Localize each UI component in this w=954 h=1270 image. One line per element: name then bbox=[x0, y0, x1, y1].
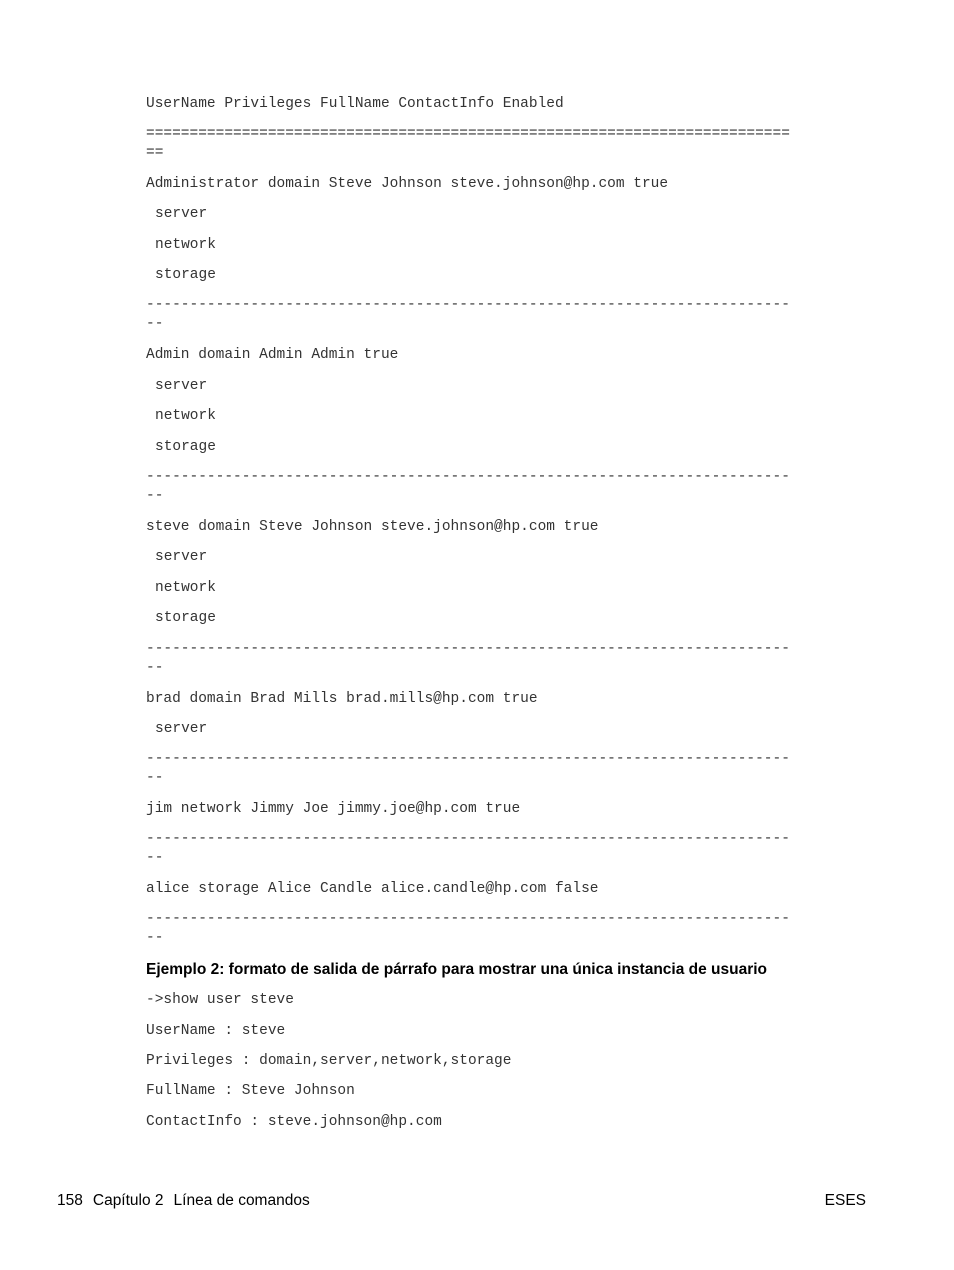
command-line: ->show user steve bbox=[146, 992, 294, 1008]
output-line: FullName : Steve Johnson bbox=[146, 1083, 355, 1099]
double-rule: ========================================================================== bbox=[146, 126, 790, 142]
output-line: ContactInfo : steve.johnson@hp.com bbox=[146, 1114, 442, 1130]
example-heading: Ejemplo 2: formato de salida de párrafo para mostrar una única instancia de usuario bbox=[146, 961, 768, 978]
table-header: UserName Privileges FullName ContactInfo Enabled bbox=[146, 96, 564, 112]
dash-rule-wrap: -- bbox=[146, 850, 164, 866]
table-row: jim network Jimmy Joe jimmy.joe@hp.com true bbox=[146, 801, 521, 817]
page-number: 158 bbox=[57, 1192, 83, 1209]
privilege-line: server bbox=[155, 378, 208, 394]
privilege-line: server bbox=[155, 721, 208, 737]
privilege-line: storage bbox=[155, 610, 216, 626]
privilege-line: network bbox=[155, 580, 216, 596]
page-footer-right: ESES bbox=[824, 1192, 866, 1209]
table-row: brad domain Brad Mills brad.mills@hp.com true bbox=[146, 691, 538, 707]
privilege-line: server bbox=[155, 206, 208, 222]
output-line: Privileges : domain,server,network,storage bbox=[146, 1053, 512, 1069]
privilege-line: storage bbox=[155, 267, 216, 283]
dash-rule-wrap: -- bbox=[146, 660, 164, 676]
output-line: UserName : steve bbox=[146, 1023, 286, 1039]
dash-rule: -------------------------------------------------------------------------- bbox=[146, 469, 790, 485]
privilege-line: network bbox=[155, 408, 216, 424]
table-row: Administrator domain Steve Johnson steve.johnson@hp.com true bbox=[146, 176, 669, 192]
dash-rule: -------------------------------------------------------------------------- bbox=[146, 641, 790, 657]
privilege-line: network bbox=[155, 237, 216, 253]
table-row: steve domain Steve Johnson steve.johnson@hp.com true bbox=[146, 519, 599, 535]
chapter-label: Capítulo 2 bbox=[92, 1192, 164, 1209]
table-row: alice storage Alice Candle alice.candle@hp.com false bbox=[146, 881, 599, 897]
dash-rule-wrap: -- bbox=[146, 930, 164, 946]
chapter-title: Línea de comandos bbox=[173, 1192, 310, 1209]
dash-rule: -------------------------------------------------------------------------- bbox=[146, 297, 790, 313]
dash-rule-wrap: -- bbox=[146, 488, 164, 504]
privilege-line: storage bbox=[155, 439, 216, 455]
dash-rule: -------------------------------------------------------------------------- bbox=[146, 911, 790, 927]
privilege-line: server bbox=[155, 549, 208, 565]
dash-rule: -------------------------------------------------------------------------- bbox=[146, 751, 790, 767]
table-row: Admin domain Admin Admin true bbox=[146, 347, 399, 363]
double-rule-wrap: == bbox=[146, 145, 164, 161]
dash-rule-wrap: -- bbox=[146, 770, 164, 786]
page-footer-left bbox=[57, 1192, 320, 1210]
dash-rule: -------------------------------------------------------------------------- bbox=[146, 831, 790, 847]
dash-rule-wrap: -- bbox=[146, 316, 164, 332]
